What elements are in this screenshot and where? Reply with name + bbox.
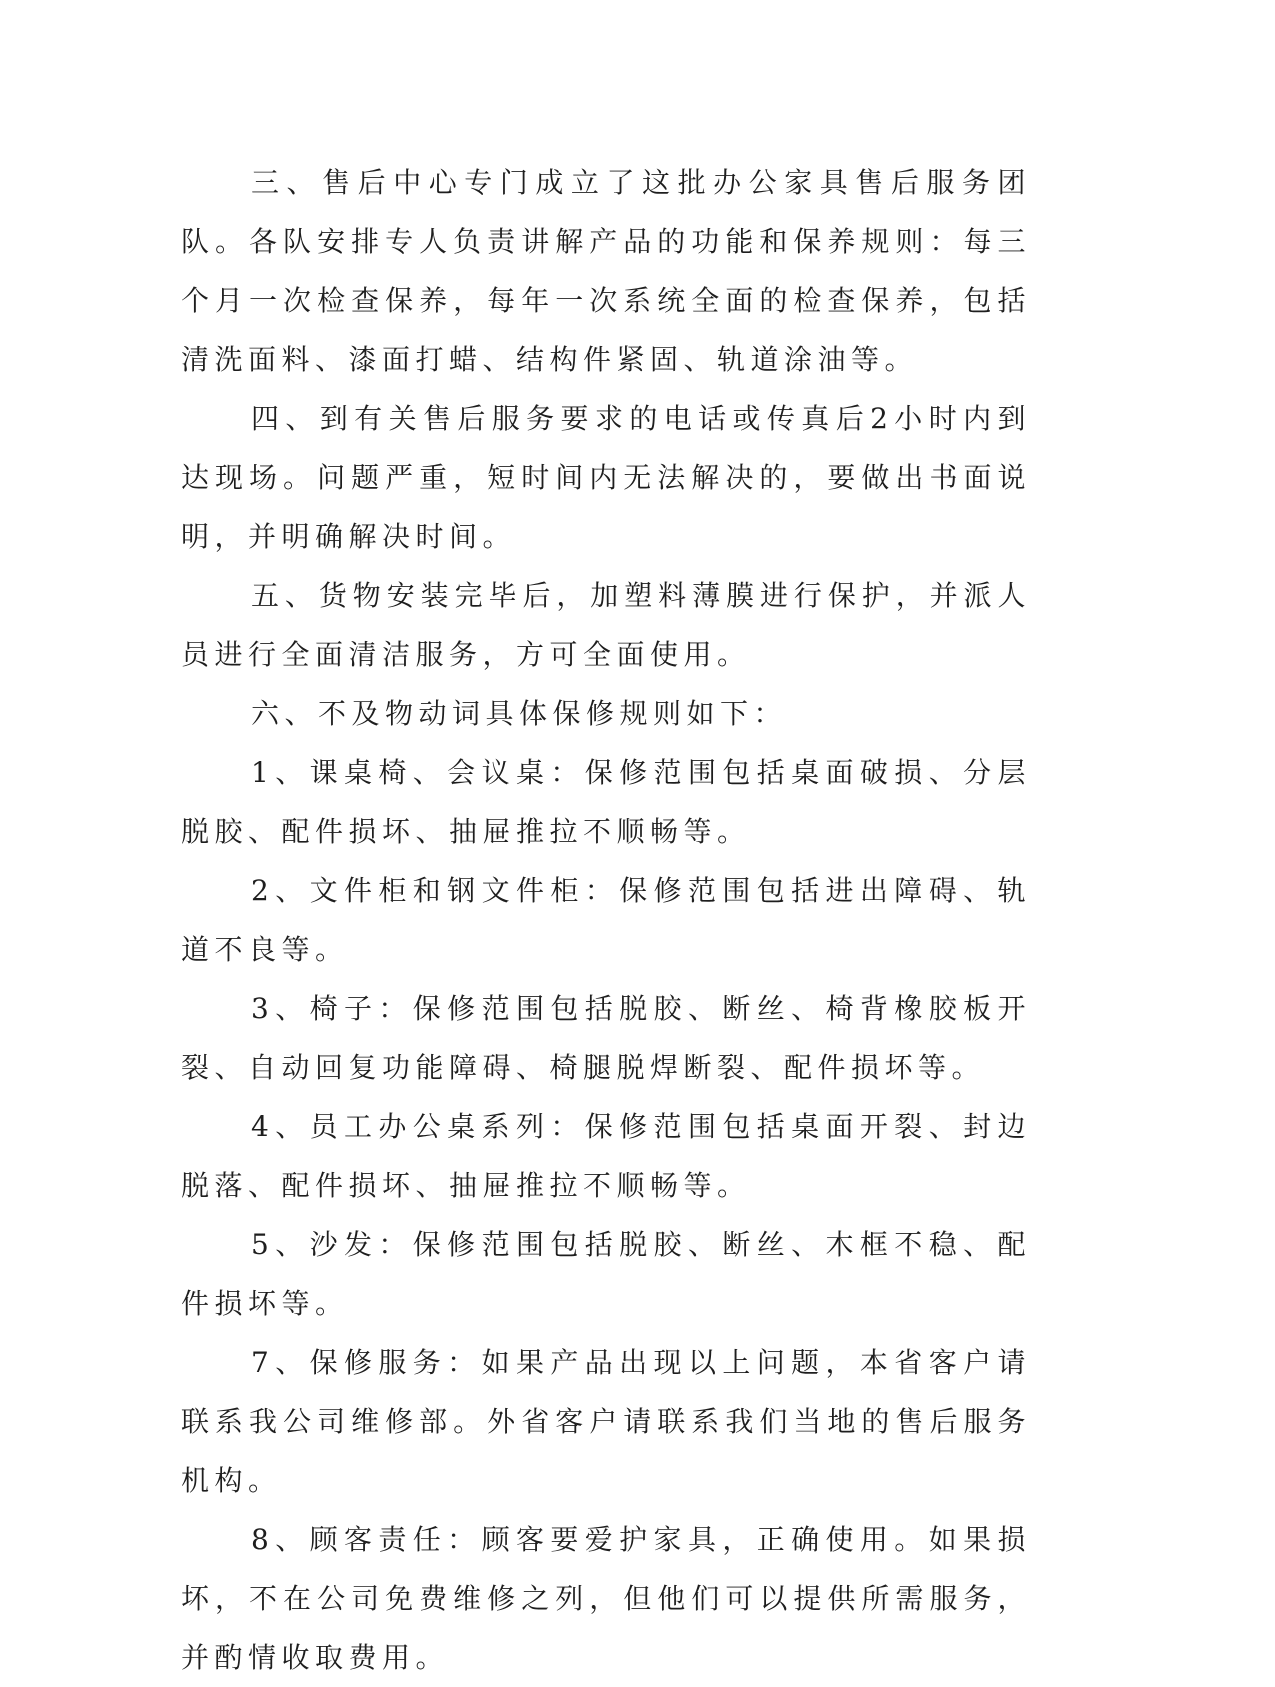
list-item-desks: 1、课桌椅、会议桌：保修范围包括桌面破损、分层脱胶、配件损坏、抽屉推拉不顺畅等。 [181, 756, 1031, 848]
list-item-customer-responsibility: 8、顾客责任：顾客要爱护家具，正确使用。如果损坏，不在公司免费维修之列，但他们可以提供所需服务，并酌情收取费用。 [181, 1523, 1031, 1674]
list-item-cabinets: 2、文件柜和钢文件柜：保修范围包括进出障碍、轨道不良等。 [181, 874, 1031, 966]
paragraph-4-response-time: 四、到有关售后服务要求的电话或传真后2小时内到达现场。问题严重，短时间内无法解决的，要做出书面说明，并明确解决时间。 [181, 402, 1031, 553]
paragraph-3-after-sales-team: 三、售后中心专门成立了这批办公家具售后服务团队。各队安排专人负责讲解产品的功能和保养规则：每三个月一次检查保养，每年一次系统全面的检查保养，包括清洗面料、漆面打蜡、结构件紧固、轨道涂油等。 [181, 166, 1031, 376]
document-body [181, 153, 1031, 1687]
paragraph-6-warranty-rules: 六、不及物动词具体保修规则如下： [251, 697, 788, 730]
paragraph-5-installation: 五、货物安装完毕后，加塑料薄膜进行保护，并派人员进行全面清洁服务，方可全面使用。 [181, 579, 1031, 671]
list-item-sofa: 5、沙发：保修范围包括脱胶、断丝、木框不稳、配件损坏等。 [181, 1228, 1031, 1320]
list-item-chairs: 3、椅子：保修范围包括脱胶、断丝、椅背橡胶板开裂、自动回复功能障碍、椅腿脱焊断裂、配件损坏等。 [181, 992, 1031, 1084]
list-item-office-desks: 4、员工办公桌系列：保修范围包括桌面开裂、封边脱落、配件损坏、抽屉推拉不顺畅等。 [181, 1110, 1031, 1202]
list-item-warranty-service: 7、保修服务：如果产品出现以上问题，本省客户请联系我公司维修部。外省客户请联系我们当地的售后服务机构。 [181, 1346, 1031, 1497]
